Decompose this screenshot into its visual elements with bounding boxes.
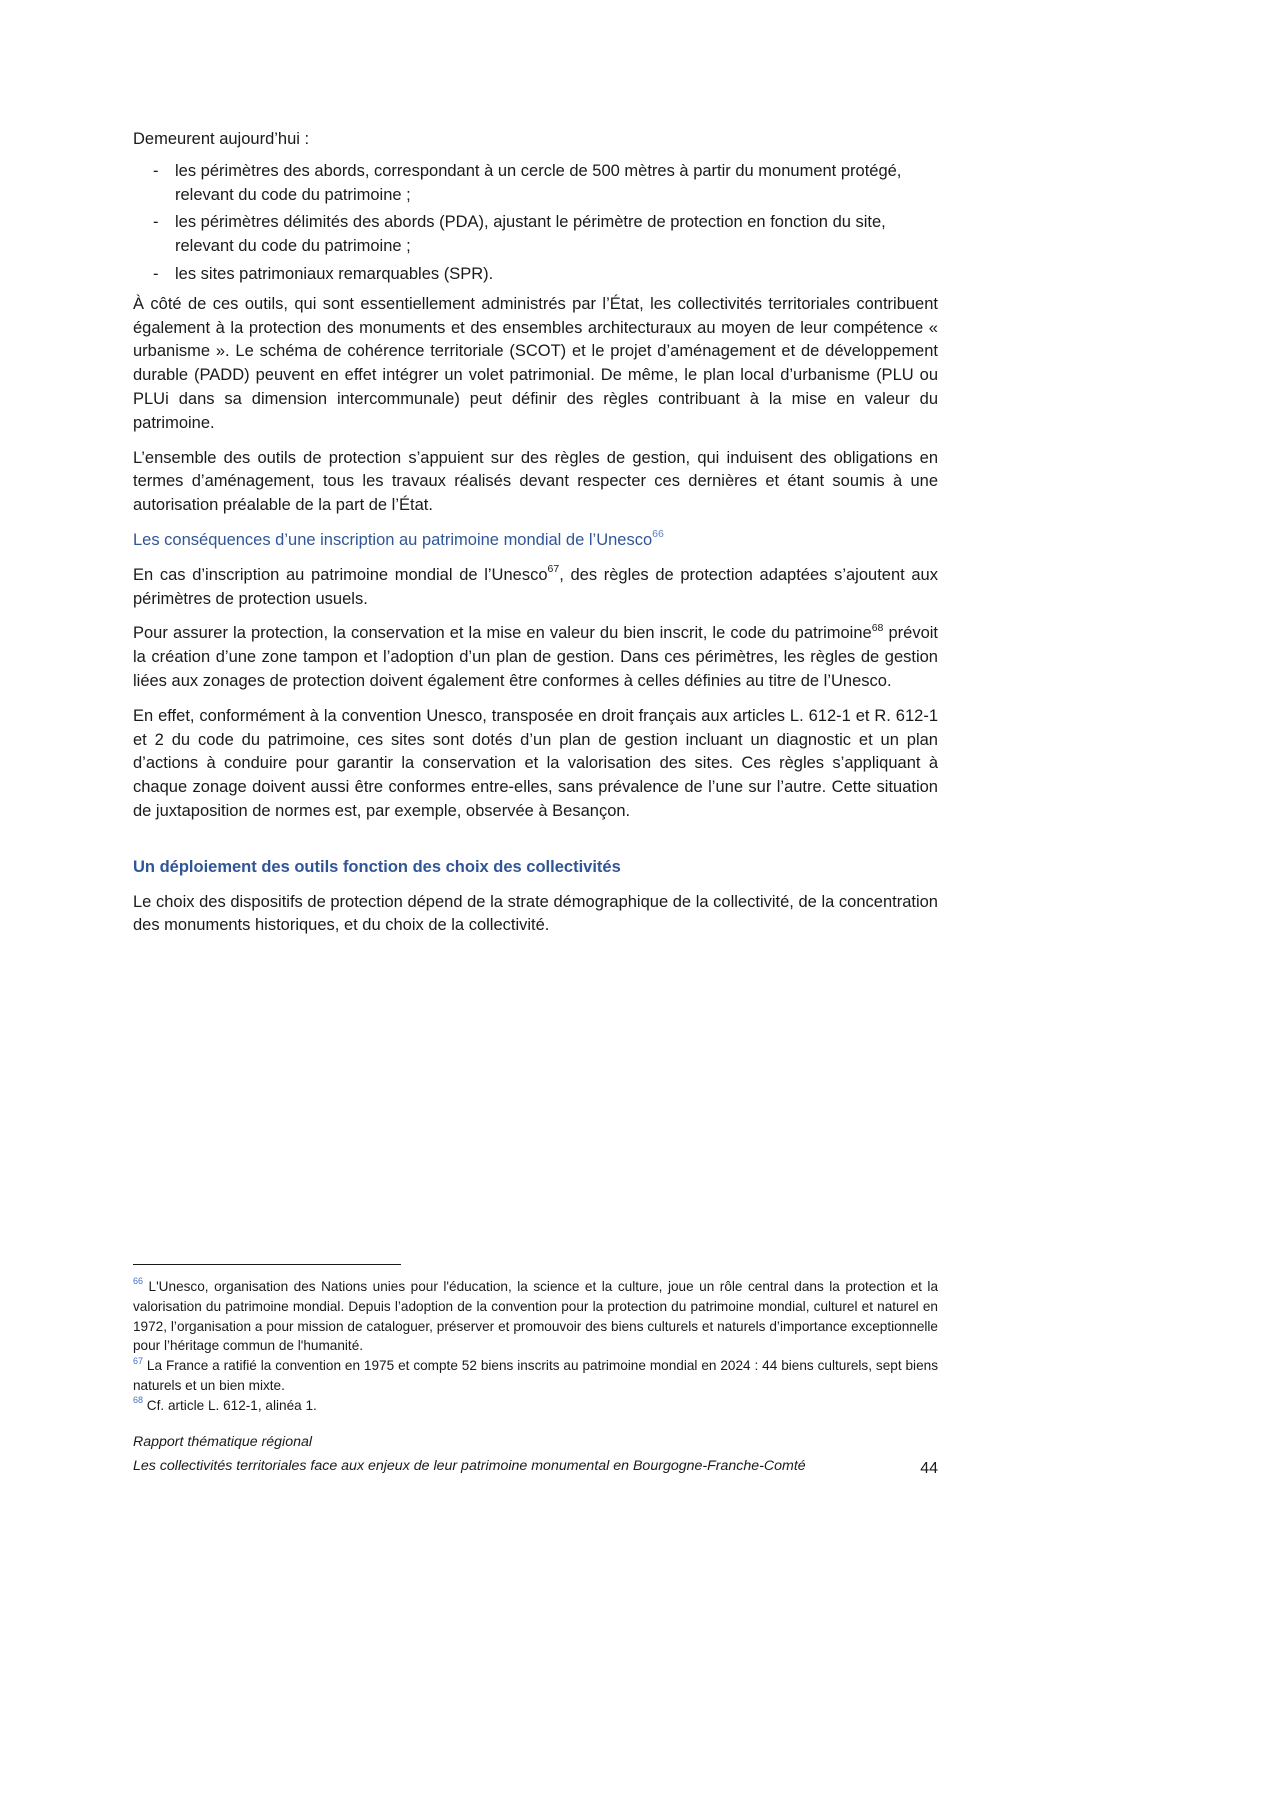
footnotes (133, 1264, 938, 1416)
footnote-67: $^{67}$ La France a ratifié la convention en 1975 et compte 52 biens inscrits au patrimoine mondial en 2024 : 44 biens culturels, sept biens naturels et un bien mixte. (133, 1355, 938, 1393)
paragraph-convention: En effet, conformément à la convention Unesco, transposée en droit français aux articles L. 612-1 et R. 612-1 et 2 du code du patrimoine, ces sites sont dotés d’un plan de gestion incluant un diagnostic et un plan d’actions à conduire pour garantir la conservation et la valorisation des sites. Ces règles s’appliquant à chaque zonage doivent aussi être conformes entre-elles, sans prévalence de l’une sur l’autre. Cette situation de juxtaposition de normes est, par exemple, observée à Besançon. (133, 706, 938, 820)
footnote-separator (133, 1264, 401, 1265)
list-item: - les périmètres des abords, correspondant à un cercle de 500 mètres à partir du monument protégé, relevant du code du patrimoine ; (153, 161, 902, 204)
intro-text: Demeurent aujourd’hui : (133, 130, 310, 148)
paragraph-inscription: En cas d’inscription au patrimoine mondial de l’Unesco$^{67}$, des règles de protection adaptées s’ajoutent aux périmètres de protection usuels. (133, 563, 938, 608)
bullet-list (133, 160, 938, 287)
paragraph-protection: Pour assurer la protection, la conservation et la mise en valeur du bien inscrit, le code du patrimoine$^{68}$ prévoit la création d’une zone tampon et l’adoption d’un plan de gestion. Dans ces périmètres, les règles de gestion liées aux zonages de protection doivent également être conformes à celles définies au titre de l’Unesco. (133, 621, 938, 690)
footnote-number: 68 (133, 1395, 144, 1406)
page-number: 44 (920, 1460, 938, 1477)
page-footer (133, 1430, 938, 1478)
footnote-ref[interactable]: 67 (547, 563, 560, 576)
footnote-number: 66 (133, 1276, 144, 1287)
footnote-number: 67 (133, 1355, 144, 1366)
footer-report-type: Rapport thématique régional (133, 1434, 313, 1450)
dash-bullet: - (153, 213, 159, 232)
list-item: - les sites patrimoniaux remarquables (SPR). (133, 263, 938, 287)
footnote-ref[interactable]: 66 (652, 528, 664, 541)
list-item: - les périmètres délimités des abords (PDA), ajustant le périmètre de protection en fonction du site, relevant du code du patrimoine ; (153, 213, 886, 256)
subheading-unesco: Les conséquences d’une inscription au patrimoine mondial de l’Unesco$^{66}$ (133, 528, 664, 549)
footer-report-title: Les collectivités territoriales face aux enjeux de leur patrimoine monumental en Bourgogne-Franche-Comté (133, 1458, 806, 1474)
dash-bullet: - (153, 264, 159, 283)
footnote-ref[interactable]: 68 (871, 621, 884, 634)
footnote-68: $^{68}$ Cf. article L. 612-1, alinéa 1. (133, 1395, 317, 1413)
document-body (133, 128, 938, 949)
paragraph-urbanisme: À côté de ces outils, qui sont essentiellement administrés par l’État, les collectivités territoriales contribuent également à la protection des monuments et des ensembles architecturaux au moyen de leur compétence « urbanisme ». Le schéma de cohérence territoriale (SCOT) et le projet d’aménagement et de développement durable (PADD) peuvent en effet intégrer un volet patrimonial. De même, le plan local d’urbanisme (PLU ou PLUi dans sa dimension intercommunale) peut définir des règles contribuant à la mise en valeur du patrimoine. (133, 294, 938, 432)
footnote-66: $^{66}$ L'Unesco, organisation des Nations unies pour l'éducation, la science et la culture, joue un rôle central dans la protection et la valorisation du patrimoine mondial. Depuis l’adoption de la convention pour la protection du patrimoine mondial, culturel et naturel en 1972, l’organisation a pour mission de cataloguer, préserver et promouvoir des biens culturels et naturels d’importance exceptionnelle pour l’héritage commun de l'humanité. (133, 1276, 939, 1354)
dash-bullet: - (153, 161, 159, 180)
paragraph-choix: Le choix des dispositifs de protection dépend de la strate démographique de la collectivité, de la concentration des monuments historiques, et du choix de la collectivité. (133, 892, 938, 935)
section-title: Un déploiement des outils fonction des choix des collectivités (133, 857, 621, 876)
paragraph-regles-gestion: L’ensemble des outils de protection s’appuient sur des règles de gestion, qui induisent des obligations en termes d’aménagement, tous les travaux réalisés devant respecter ces dernières et étant soumis à une autorisation préalable de la part de l’État. (133, 448, 938, 515)
